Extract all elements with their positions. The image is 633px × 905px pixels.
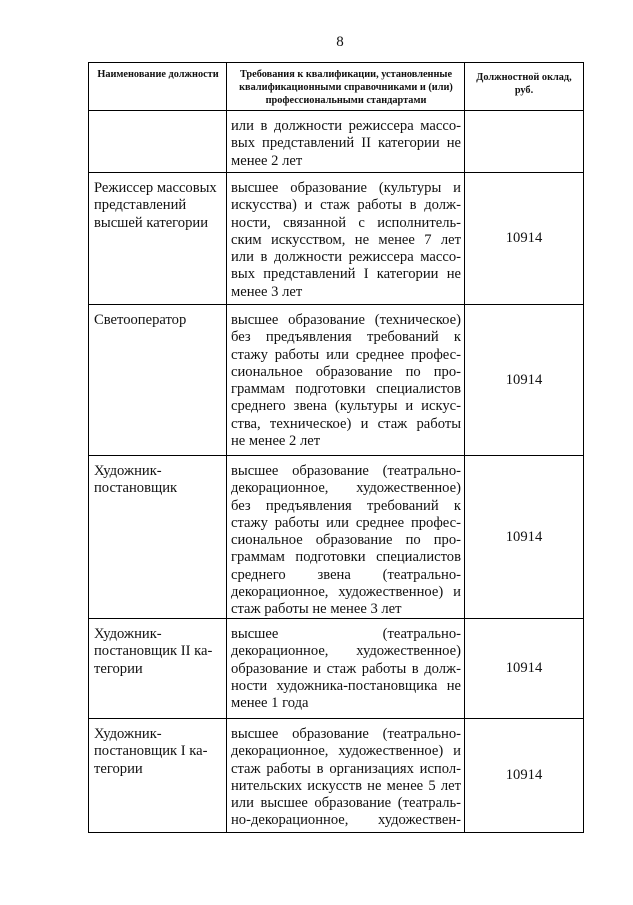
table-cell-position: [89, 456, 227, 619]
text-line: или в должности режиссера массо-: [231, 118, 461, 134]
text-line: граммам подготовки специалистов: [231, 381, 461, 398]
text-line: высшее образование (театрально-: [231, 726, 461, 742]
text-line: или высшее образование (театраль-: [231, 795, 461, 812]
table-cell-position: [89, 619, 227, 719]
text-line: искусства) и стаж работы в долж-: [231, 197, 461, 214]
table-cell-position: [89, 719, 227, 833]
table-cell-position: [89, 173, 227, 305]
text-line: менее 3 лет: [231, 283, 303, 300]
text-line: Художник-: [94, 463, 162, 479]
table-cell-salary: [465, 111, 584, 173]
qualification-table: [88, 62, 584, 833]
table-cell-requirements: [227, 619, 465, 719]
table-cell-salary: [465, 456, 584, 619]
table-cell-salary: [465, 719, 584, 833]
text-line: вых представлений II категории не: [231, 135, 461, 152]
salary-value: 10914: [505, 767, 543, 783]
text-line: нительских искусств не менее 5 лет: [231, 777, 461, 794]
text-line: стажу работы или среднее профес-: [231, 514, 461, 531]
header-position: [89, 63, 227, 111]
text-line: без предъявления требований к: [231, 329, 461, 346]
salary-value: 10914: [505, 660, 543, 676]
text-line: ности, связанной с исполнитель-: [231, 214, 461, 231]
table-row: [89, 456, 584, 619]
table-row: [89, 173, 584, 305]
text-line: вых представлений I категории не: [231, 266, 461, 283]
header-salary: [465, 63, 584, 111]
text-line: сиональное образование по про-: [231, 363, 461, 380]
text-line: стажу работы или среднее профес-: [231, 346, 461, 363]
text-line: постановщик II ка-: [94, 643, 213, 660]
header-text: Должностной оклад,: [476, 71, 572, 83]
table-cell-salary: [465, 619, 584, 719]
text-line: декорационное, художественное) и: [231, 743, 461, 760]
text-line: декорационное, художественное): [231, 643, 461, 660]
table-row: [89, 619, 584, 719]
text-line: постановщик I ка-: [94, 743, 208, 760]
header-text: Наименование должности: [97, 69, 219, 80]
text-line: среднего звена (театрально-: [231, 566, 461, 583]
text-line: без предъявления требований к: [231, 497, 461, 514]
salary-value: 10914: [505, 230, 543, 246]
header-text: профессиональными стандартами: [265, 95, 427, 106]
header-text: Требования к квалификации, установленные: [239, 69, 453, 80]
text-line: среднего звена (культуры и искус-: [231, 398, 461, 415]
table-cell-requirements: [227, 719, 465, 833]
text-line: Светооператор: [94, 312, 187, 328]
header-requirements: [227, 63, 465, 111]
table-header-row: [89, 63, 584, 111]
text-line: граммам подготовки специалистов: [231, 549, 461, 566]
table-cell-requirements: [227, 456, 465, 619]
text-line: высшее (театрально-: [231, 626, 461, 642]
text-line: декорационное, художественное): [231, 480, 461, 497]
text-line: высшее образование (техническое): [231, 312, 461, 328]
table-cell-requirements: [227, 305, 465, 456]
text-line: декорационное, художественное) и: [231, 584, 461, 601]
text-line: ности художника-постановщика не: [231, 677, 461, 694]
text-line: стаж работы в организациях испол-: [231, 760, 461, 777]
table-cell-position: [89, 111, 227, 173]
text-line: ства, техническое) и стаж работы: [231, 415, 461, 432]
text-line: Художник-: [94, 726, 162, 742]
text-line: Художник-: [94, 626, 162, 642]
text-line: Режиссер массовых: [94, 180, 217, 196]
table-cell-requirements: [227, 173, 465, 305]
text-line: высшей категории: [94, 214, 209, 231]
table-cell-requirements: [227, 111, 465, 173]
text-line: стаж работы не менее 3 лет: [231, 601, 402, 618]
table-row: [89, 111, 584, 173]
salary-value: 10914: [505, 528, 543, 545]
text-line: менее 2 лет: [231, 152, 303, 169]
text-line: не менее 2 лет: [231, 433, 321, 450]
text-line: тегории: [94, 760, 143, 777]
table-row: [89, 305, 584, 456]
salary-value: 10914: [505, 371, 543, 388]
text-line: тегории: [94, 660, 143, 677]
table-cell-salary: [465, 305, 584, 456]
text-line: но-декорационное, художествен-: [231, 812, 461, 829]
table-cell-salary: [465, 173, 584, 305]
text-line: высшее образование (театрально-: [231, 463, 461, 479]
text-line: образование и стаж работы в долж-: [231, 660, 461, 677]
header-text: руб.: [514, 84, 534, 96]
header-text: квалификационными справочниками и (или): [239, 82, 453, 93]
text-line: ским искусством, не менее 7 лет: [231, 231, 461, 248]
text-line: постановщик: [94, 480, 178, 497]
text-line: сиональное образование по про-: [231, 532, 461, 549]
text-line: менее 1 года: [231, 695, 309, 712]
text-line: или в должности режиссера массо-: [231, 249, 461, 266]
text-line: представлений: [94, 197, 187, 214]
page-number: 8: [336, 34, 344, 50]
text-line: высшее образование (культуры и: [231, 180, 461, 196]
table-row: [89, 719, 584, 833]
table-cell-position: [89, 305, 227, 456]
